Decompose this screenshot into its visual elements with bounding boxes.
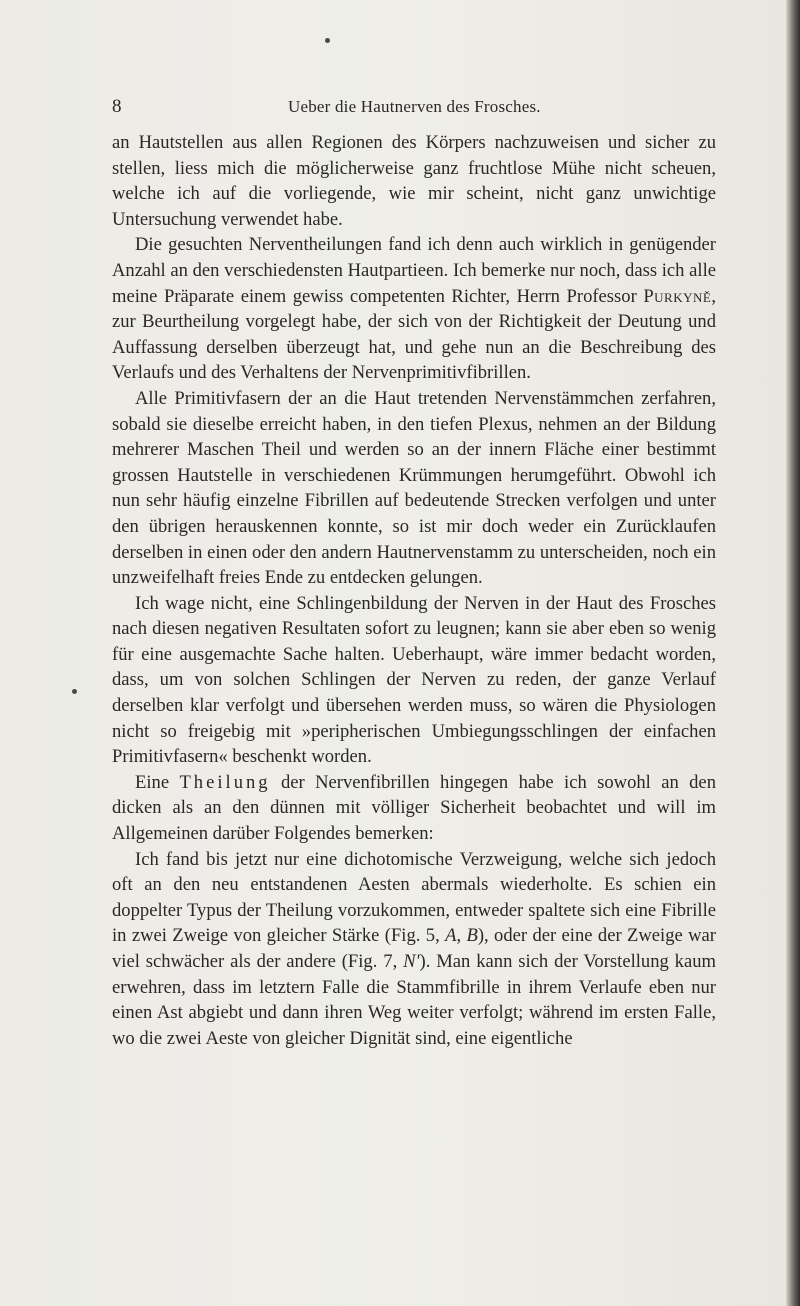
- paragraph-4: Ich wage nicht, eine Schlingenbildung der Nerven in der Haut des Frosches nach diesen negativen Resultaten sofort zu leugnen; kann sie aber eben so wenig für eine ausgemachte Sache halten. Ueberhaupt, wäre immer bedacht worden, dass, um von solchen Schlingen der Nerven zu reden, der ganze Verlauf derselben klar verfolgt und übersehen werden muss, so wären die Physiologen nicht so freigebig mit »peripherischen Umbiegungsschlingen der einfachen Primitivfasern« beschenkt worden.: [112, 592, 716, 768]
- paragraph-5-text-b: der Nervenfibrillen hingegen habe ich sowohl an den dicken als an den dünnen mit völliger Sicherheit beobachtet und will im Allgemeinen darüber Folgendes bemerken:: [112, 771, 716, 845]
- figure-ref-A: A: [445, 925, 457, 947]
- ink-speck: [72, 689, 77, 694]
- paragraph-5-text-a: Eine: [135, 771, 180, 793]
- paragraph-6-text-b: ), oder der eine der Zweige war viel schwächer als der andere (Fig. 7,: [112, 925, 716, 972]
- figure-ref-N: N': [403, 951, 420, 972]
- body-text: [112, 130, 716, 1051]
- paragraph-2-text-b: , zur Beurtheilung vorgelegt habe, der sich von der Richtigkeit der Deutung und Auffassung derselben überzeugt hat, und gehe nun an die Beschreibung des Verlaufs und des Verhaltens der Nervenprimitivfibrillen.: [112, 285, 716, 384]
- paragraph-1: an Hautstellen aus allen Regionen des Körpers nachzuweisen und sicher zu stellen, liess mich die möglicherweise ganz fruchtlose Mühe nicht scheuen, welche ich auf die vorliegende, wie mir scheint, nicht ganz unwichtige Untersuchung verwendet habe.: [112, 132, 716, 230]
- page-header: [112, 96, 712, 122]
- spaced-term-theilung: Theilung: [179, 771, 271, 793]
- page-number: 8: [112, 96, 122, 117]
- ink-speck: [325, 38, 330, 43]
- paragraph-6-comma: ,: [456, 925, 467, 947]
- paragraph-6: [112, 847, 716, 1052]
- paragraph-5: [112, 770, 716, 847]
- paragraph-6-text-c: ). Man kann sich der Vorstellung kaum erwehren, dass im letztern Falle die Stammfibrille in ihrem Verlaufe eben nur einen Ast abgiebt und dann ihren Weg weiter verfolgt; während im ersten Falle, wo die zwei Aeste von gleicher Dignität sind, eine eigentliche: [112, 951, 716, 1049]
- paragraph-6-text-a: Ich fand bis jetzt nur eine dichotomische Verzweigung, welche sich jedoch oft an den neu entstandenen Aesten abermals wiederholte. Es schien ein doppelter Typus der Theilung vorzukommen, entweder spaltete sich eine Fibrille in zwei Zweige von gleicher Stärke (Fig. 5,: [112, 848, 716, 947]
- page-edge-shadow: [786, 0, 800, 1306]
- author-name-purkyne: Purkyně: [643, 285, 712, 307]
- running-head: Ueber die Hautnerven des Frosches.: [288, 97, 541, 116]
- paragraph-3: Alle Primitivfasern der an die Haut tretenden Nervenstämmchen zerfahren, sobald sie dieselbe erreicht haben, in den tiefen Plexus, nehmen an der Bildung mehrerer Maschen Theil und werden so an der innern Fläche einer bestimmt grossen Hautstelle in verschiedenen Krümmungen herumgeführt. Obwohl ich nun sehr häufig einzelne Fibrillen auf bedeutende Strecken verfolgen und unter den übrigen herauskennen konnte, so ist mir doch weder ein Zurücklaufen derselben in einen oder den andern Hautnervenstamm zu unterscheiden, noch ein unzweifelhaft freies Ende zu entdecken gelungen.: [112, 387, 716, 589]
- paragraph-2: [112, 232, 716, 386]
- paragraph-2-text-a: Die gesuchten Nerventheilungen fand ich denn auch wirklich in genügender Anzahl an den verschiedensten Hautpartieen. Ich bemerke nur noch, dass ich alle meine Präparate einem gewiss competenten Richter, Herrn Professor: [112, 234, 716, 307]
- figure-ref-B: B: [466, 925, 478, 947]
